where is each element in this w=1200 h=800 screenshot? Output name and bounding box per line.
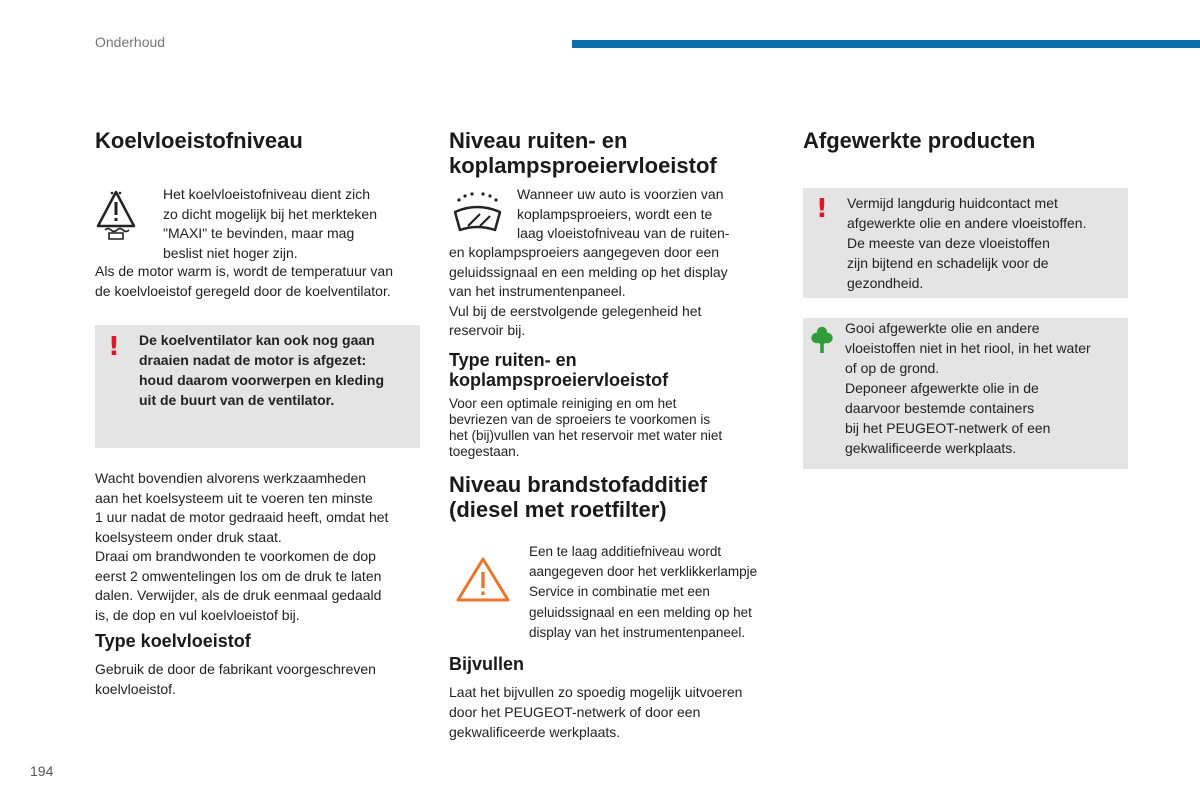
fuel-additive-icon-text: Een te laag additiefniveau wordt aangegeven door het verklikkerlampje Service in combinatie met een geluidssignaal en een melding op het display van het instrumentenpaneel.: [529, 544, 758, 640]
disposal-notice: [803, 318, 1128, 469]
washer-paragraph-1: en koplampsproeiers aangegeven door een geluidssignaal en een melding op het display van het instrumentenpaneel. Vul bij de eerstvolgende gelegenheid het reservoir bij.: [449, 244, 728, 338]
section-label: Onderhoud: [95, 34, 166, 50]
washer-icon-text: Wanneer uw auto is voorzien van koplampsproeiers, wordt een te laag vloeistofniveau van de ruiten-: [517, 186, 730, 241]
washer-fluid-title: Niveau ruiten- en koplampsproeiervloeistof: [449, 128, 717, 178]
washer-type-subtitle: Type ruiten- en koplampsproeiervloeistof: [449, 350, 669, 390]
skin-contact-notice-text: Vermijd langdurig huidcontact met afgewerkte olie en andere vloeistoffen. De meeste van deze vloeistoffen zijn bijtend en schadelijk voor de gezondheid.: [847, 195, 1087, 291]
washer-type-paragraph: Voor een optimale reiniging en om het bevriezen van de sproeiers te voorkomen is het (bij)vullen van het reservoir met water niet toegestaan.: [449, 396, 723, 459]
coolant-warning-icon: [95, 188, 137, 240]
coolant-type-subtitle: Type koelvloeistof: [95, 631, 251, 651]
coolant-title: Koelvloeistofniveau: [95, 128, 303, 153]
coolant-paragraph-2: Wacht bovendien alvorens werkzaamheden aan het koelsysteem uit te voeren ten minste 1 uur nadat de motor gedraaid heeft, omdat het koelsysteem onder druk staat. Draai om brandwonden te voorkomen de dop eerst 2 omwentelingen los om de druk te laten dalen. Verwijder, als de druk eenmaal gedaald is, de dop en vul koelvloeistof bij.: [95, 470, 389, 623]
windscreen-washer-icon: [450, 190, 505, 235]
fuel-additive-title: Niveau brandstofadditief (diesel met roetfilter): [449, 472, 707, 522]
coolant-paragraph-1: Als de motor warm is, wordt de temperatuur van de koelvloeistof geregeld door de koelventilator.: [95, 263, 394, 299]
coolant-fan-notice-text: De koelventilator kan ook nog gaan draaien nadat de motor is afgezet: houd daarom voorwerpen en kleding uit de buurt van de ventilator.: [139, 332, 385, 408]
coolant-type-paragraph: Gebruik de door de fabrikant voorgeschreven koelvloeistof.: [95, 661, 376, 697]
exclamation-icon: !: [108, 332, 120, 362]
coolant-icon-text: Het koelvloeistofniveau dient zich zo dicht mogelijk bij het merkteken "MAXI" te bevinden, maar mag beslist niet hoger zijn.: [163, 186, 377, 261]
page-number: 194: [30, 763, 54, 779]
header-accent-bar: [572, 40, 1200, 48]
skin-contact-notice: [803, 188, 1128, 298]
tree-icon: [811, 326, 833, 354]
waste-products-title: Afgewerkte producten: [803, 128, 1036, 153]
refill-paragraph: Laat het bijvullen zo spoedig mogelijk uitvoeren door het PEUGEOT-netwerk of door een gekwalificeerde werkplaats.: [449, 684, 743, 740]
disposal-notice-text: Gooi afgewerkte olie en andere vloeistoffen niet in het riool, in het water of op de grond. Deponeer afgewerkte olie in de daarvoor bestemde containers bij het PEUGEOT-netwerk of een gekwalificeerde werkplaats.: [845, 320, 1091, 456]
refill-subtitle: Bijvullen: [449, 654, 525, 674]
warning-triangle-icon: [455, 555, 511, 603]
exclamation-icon: !: [816, 194, 828, 224]
coolant-fan-notice: [95, 325, 420, 448]
